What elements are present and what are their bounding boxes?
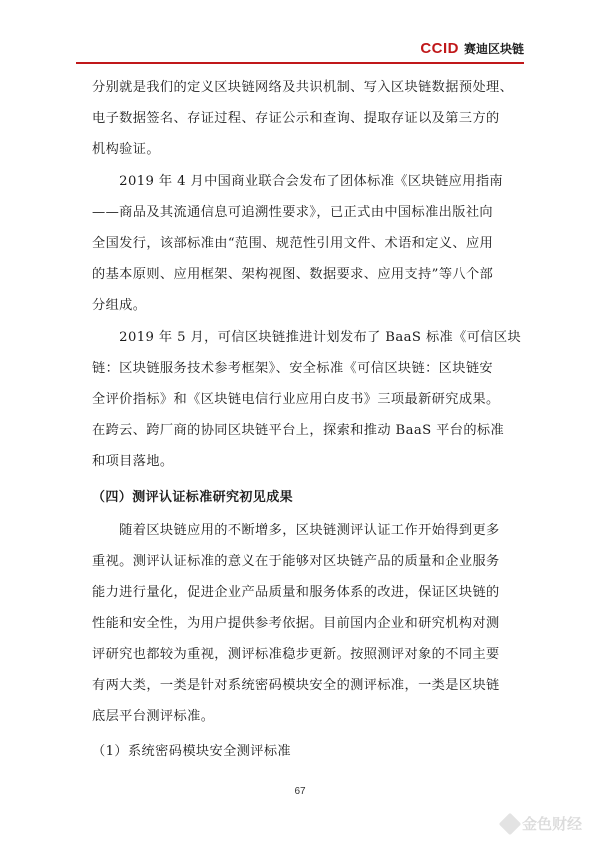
body-line: 随着区块链应用的不断增多，区块链测评认证工作开始得到更多 bbox=[92, 523, 500, 538]
section-heading: （四）测评认证标准研究初见成果 bbox=[92, 490, 294, 505]
body-line: 评研究也都较为重视，测评标准稳步更新。按照测评对象的不同主要 bbox=[92, 647, 500, 662]
body-line: 分组成。 bbox=[92, 298, 147, 313]
body-line: 链：区块链服务技术参考框架》、安全标准《可信区块链：区块链安 bbox=[92, 361, 494, 376]
body-line: 有两大类，一类是针对系统密码模块安全的测评标准，一类是区块链 bbox=[92, 678, 500, 693]
body-line: 底层平台测评标准。 bbox=[92, 709, 215, 724]
body-line: 能力进行量化，促进企业产品质量和服务体系的改进，保证区块链的 bbox=[92, 585, 500, 600]
header-title: 赛迪区块链 bbox=[463, 42, 524, 56]
body-line: 机构验证。 bbox=[92, 142, 160, 157]
body-line: 2019 年 4 月中国商业联合会发布了团体标准《区块链应用指南 bbox=[92, 174, 503, 189]
body-line: 的基本原则、应用框架、架构视图、数据要求、应用支持”等八个部 bbox=[92, 267, 494, 282]
watermark bbox=[502, 813, 582, 834]
body-line: 全国发行，该部标准由“范围、规范性引用文件、术语和定义、应用 bbox=[92, 236, 494, 251]
watermark-text: 金色财经 bbox=[521, 815, 582, 833]
body-line: 2019 年 5 月，可信区块链推进计划发布了 BaaS 标准《可信区块 bbox=[92, 330, 522, 345]
page-header bbox=[420, 40, 524, 57]
subsection-heading: （1）系统密码模块安全测评标准 bbox=[92, 744, 292, 759]
header-rule bbox=[76, 62, 524, 64]
body-line: 在跨云、跨厂商的协同区块链平台上，探索和推动 BaaS 平台的标准 bbox=[92, 423, 505, 438]
body-line: 性能和安全性，为用户提供参考依据。目前国内企业和研究机构对测 bbox=[92, 616, 500, 631]
body-line: 电子数据签名、存证过程、存证公示和查询、提取存证以及第三方的 bbox=[92, 111, 500, 126]
page-number: 67 bbox=[294, 786, 306, 797]
diamond-logo-icon bbox=[499, 812, 522, 835]
body-line: 重视。测评认证标准的意义在于能够对区块链产品的质量和企业服务 bbox=[92, 554, 500, 569]
ccid-logo-mark: CCID bbox=[420, 40, 459, 57]
body-line: 分别就是我们的定义区块链网络及共识机制、写入区块链数据预处理、 bbox=[92, 80, 514, 95]
body-line: 全评价指标》和《区块链电信行业应用白皮书》三项最新研究成果。 bbox=[92, 392, 500, 407]
body-line: 和项目落地。 bbox=[92, 454, 174, 469]
body-line: ——商品及其流通信息可追溯性要求》，已正式由中国标准出版社向 bbox=[92, 205, 494, 220]
